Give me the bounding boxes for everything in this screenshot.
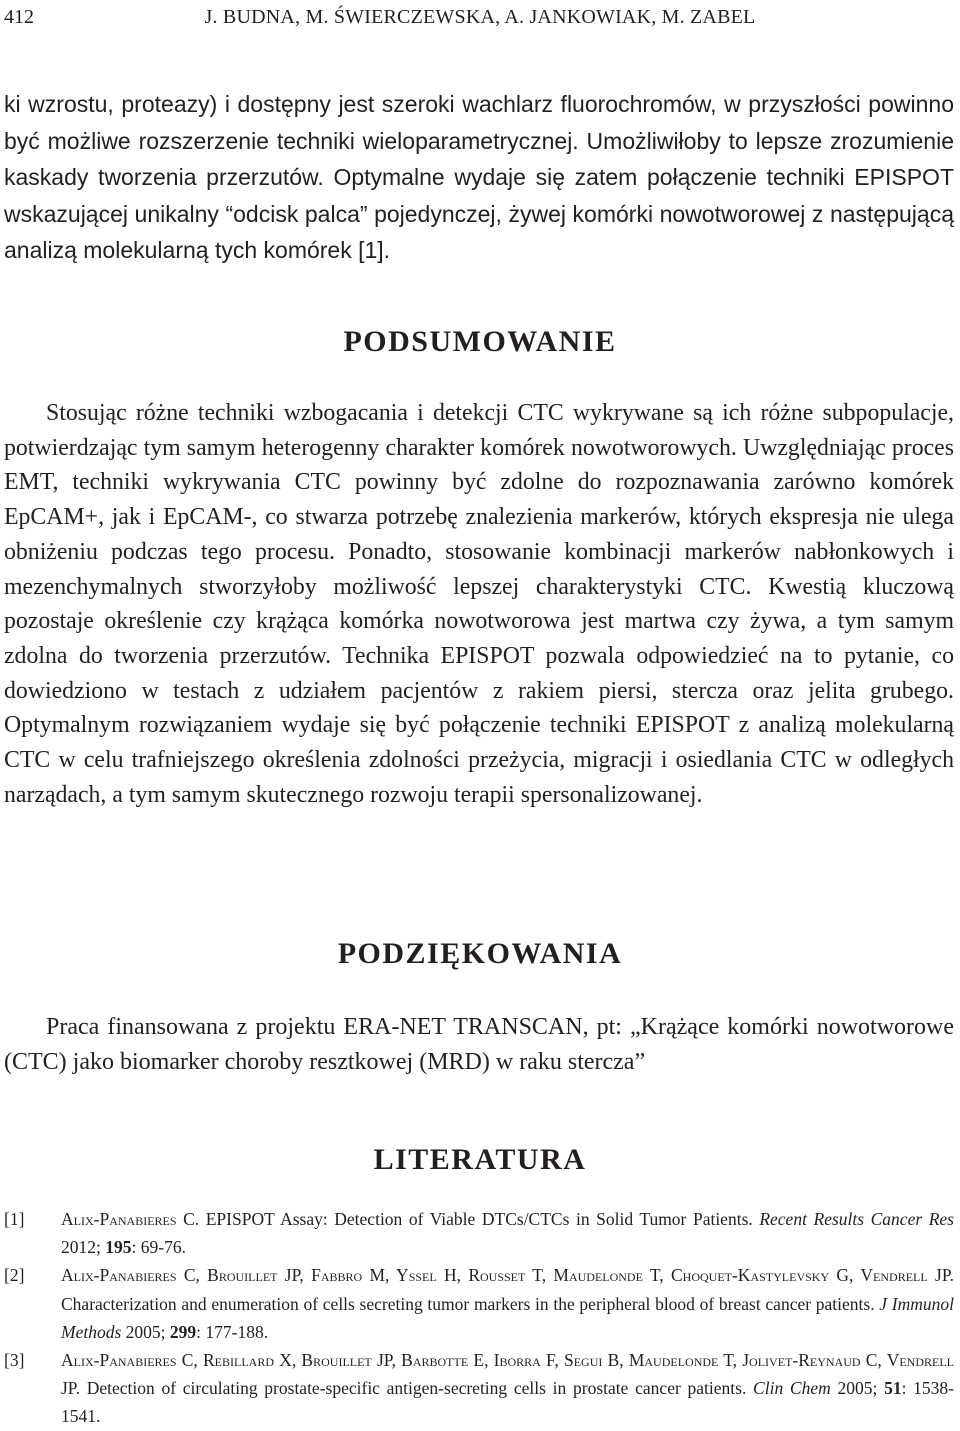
- reference-pages: : 69-76.: [131, 1237, 186, 1258]
- page-number: 412: [4, 6, 34, 28]
- page-header: [4, 6, 956, 34]
- reference-pages: : 177-188.: [196, 1321, 269, 1342]
- acknowledgements-body: [4, 1010, 954, 1080]
- reference-journal: J Immunol Methods: [61, 1293, 954, 1342]
- reference-list: [4, 1205, 954, 1431]
- reference-journal: Recent Results Cancer Res: [759, 1209, 954, 1229]
- acknowledgements-paragraph: Praca finansowana z projektu ERA-NET TRANSCAN, pt: „Krążące komórki nowotworowe (CTC) jako biomarker choroby resztkowej (MRD) w raku stercza”: [4, 1014, 954, 1075]
- reference-year: 2005;: [830, 1378, 885, 1399]
- reference-item: [4, 1346, 954, 1431]
- reference-authors: Alix-Panabieres C, Rebillard X, Brouillet JP, Barbotte E, Iborra F, Segui B, Maudelonde T, Jolivet-Reynaud C, Vendrell JP.: [61, 1350, 954, 1399]
- reference-title: Detection of circulating prostate-specific antigen-secreting cells in prostate cancer patients.: [79, 1378, 754, 1399]
- reference-volume: 51: [884, 1378, 902, 1399]
- intro-paragraph: ki wzrostu, proteazy) i dostępny jest szeroki wachlarz fluorochromów, w przyszłości powinno być możliwe rozszerzenie techniki wieloparametrycznej. Umożliwiłoby to lepsze zrozumienie kaskady tworzenia przerzutów. Optymalne wydaje się zatem połączenie techniki EPISPOT wskazującej unikalny “odcisk palca” pojedynczej, żywej komórki nowotworowej z następującą analizą molekularną tych komórek [1].: [4, 91, 954, 263]
- reference-volume: 299: [169, 1321, 197, 1342]
- reference-year: 2012;: [61, 1237, 106, 1258]
- reference-item: [4, 1261, 954, 1346]
- section-heading-summary: PODSUMOWANIE: [343, 325, 617, 358]
- section-heading-references: LITERATURA: [373, 1143, 587, 1176]
- reference-title: EPISPOT Assay: Detection of Viable DTCs/CTCs in Solid Tumor Patients.: [199, 1209, 760, 1229]
- reference-volume: 195: [105, 1237, 132, 1258]
- reference-journal: Clin Chem: [753, 1378, 831, 1399]
- reference-pages: : 1538-1541.: [61, 1378, 954, 1427]
- summary-body: [4, 396, 954, 812]
- reference-authors: Alix-Panabieres C, Brouillet JP, Fabbro M, Yssel H, Rousset T, Maudelonde T, Choquet-Kastylevsky G, Vendrell JP.: [61, 1265, 954, 1286]
- reference-number: [1]: [4, 1209, 25, 1229]
- reference-title: Characterization and enumeration of cells secreting tumor markers in the peripheral blood of breast cancer patients.: [61, 1293, 880, 1314]
- summary-paragraph: Stosując różne techniki wzbogacania i detekcji CTC wykrywane są ich różne subpopulacje, potwierdzając tym samym heterogenny charakter komórek nowotworowych. Uwzględniając proces EMT, techniki wykrywania CTC powinny być zdolne do rozpoznawania zarówno komórek EpCAM+, jak i EpCAM-, co stwarza potrzebę znalezienia markerów, których ekspresja nie ulega obniżeniu podczas tego procesu. Ponadto, stosowanie kombinacji markerów nabłonkowych i mezenchymalnych stworzyłoby możliwość lepszej charakterystyki CTC. Kwestią kluczową pozostaje określenie czy krążąca komórka nowotworowa jest martwa czy żywa, a tym samym zdolna do tworzenia przerzutów. Technika EPISPOT pozwala odpowiedzieć na to pytanie, co dowiedziono w testach z udziałem pacjentów z rakiem piersi, stercza oraz jelita grubego. Optymalnym rozwiązaniem wydaje się być połączenie techniki EPISPOT z analizą molekularną CTC w celu trafniejszego określenia zdolności przeżycia, migracji i osiedlania CTC w odległych narządach, a tym samym skutecznego rozwoju terapii spersonalizowanej.: [4, 400, 954, 808]
- running-head: J. BUDNA, M. ŚWIERCZEWSKA, A. JANKOWIAK, M. ZABEL: [204, 6, 756, 28]
- reference-item: [4, 1205, 954, 1261]
- section-heading-acknowledgements: PODZIĘKOWANIA: [337, 937, 623, 970]
- reference-number: [2]: [4, 1265, 25, 1286]
- reference-year: 2005;: [121, 1321, 170, 1342]
- reference-number: [3]: [4, 1350, 25, 1371]
- reference-authors: Alix-Panabieres C.: [61, 1209, 200, 1229]
